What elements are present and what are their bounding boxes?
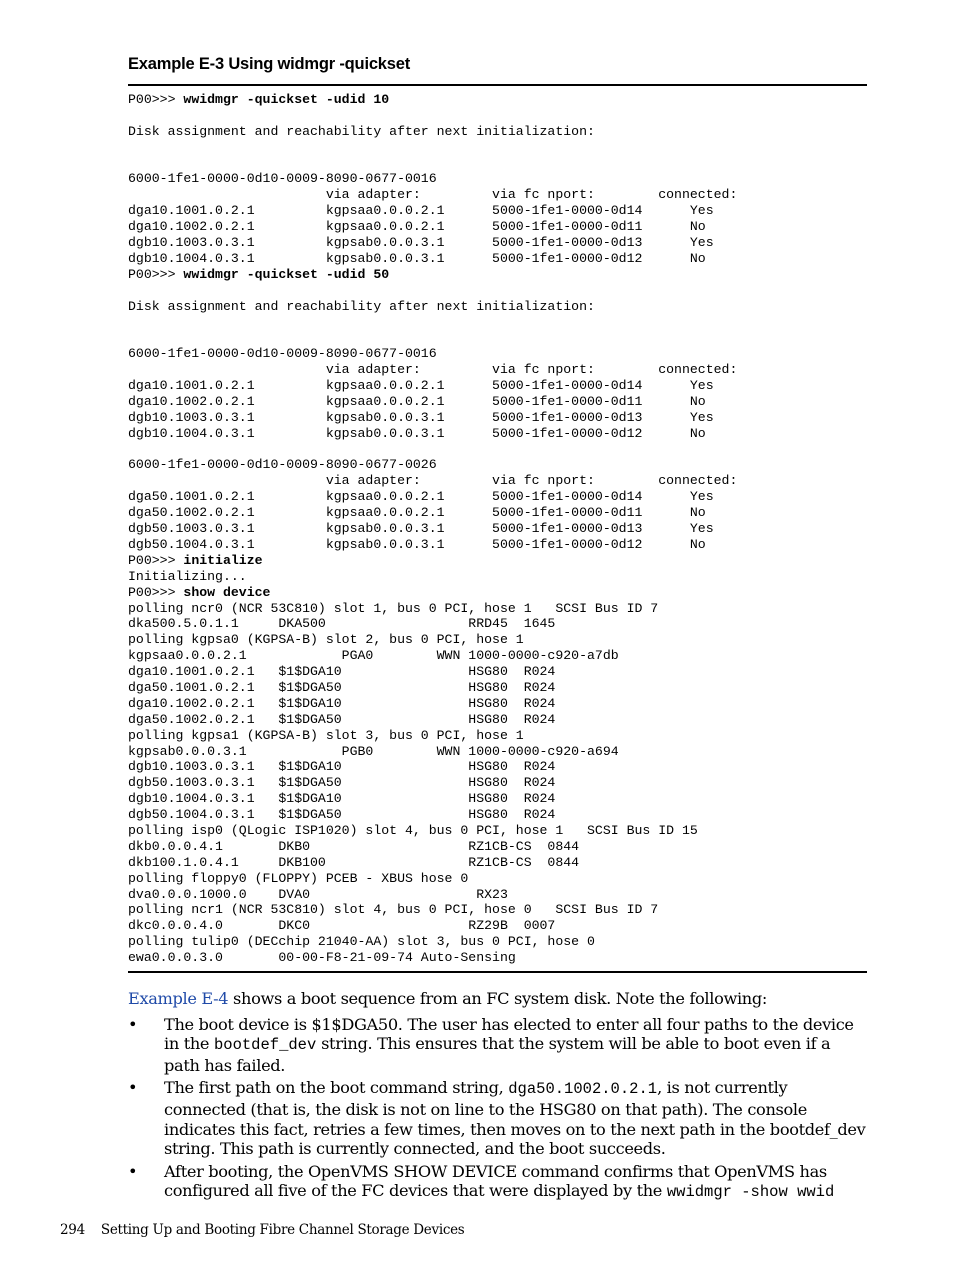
- code-line: dva0.0.0.1000.0 DVA0 RX23: [128, 886, 508, 902]
- code-line: via adapter: via fc nport: connected:: [128, 187, 738, 203]
- code-line: polling isp0 (QLogic ISP1020) slot 4, bus 0 PCI, hose 1 SCSI Bus ID 15: [128, 822, 698, 838]
- code-line: dgb50.1003.0.3.1 $1$DGA50 HSG80 R024: [128, 775, 556, 791]
- example-title: Example E-3 Using widmgr -quickset: [128, 55, 411, 73]
- code-listing: [128, 92, 737, 966]
- note-text: The first path on the boot command string,: [164, 1078, 509, 1098]
- chapter-title: Setting Up and Booting Fibre Channel Storage Devices: [100, 1222, 465, 1238]
- note-item: [128, 1015, 868, 1076]
- intro-text: shows a boot sequence from an FC system disk. Note the following:: [228, 989, 768, 1008]
- code-line: Initializing...: [128, 568, 247, 584]
- code-line: dga50.1002.0.2.1 kgpsaa0.0.0.2.1 5000-1fe1-0000-0d11 No: [128, 505, 706, 521]
- inline-code: dga50.1002.0.2.1: [508, 1080, 658, 1099]
- code-line: dga10.1002.0.2.1 kgpsaa0.0.0.2.1 5000-1fe1-0000-0d11 No: [128, 219, 706, 235]
- code-line: [128, 108, 737, 124]
- code-line: dgb10.1004.0.3.1 $1$DGA10 HSG80 R024: [128, 791, 556, 807]
- code-line: [128, 92, 737, 108]
- example-e4-link[interactable]: Example E-4: [128, 989, 229, 1008]
- code-line: dgb50.1004.0.3.1 kgpsab0.0.0.3.1 5000-1fe1-0000-0d12 No: [128, 536, 706, 552]
- bullet-icon: •: [128, 1161, 138, 1181]
- intro-paragraph: [128, 989, 868, 1009]
- console-command: initialize: [183, 552, 263, 568]
- note-text: After booting, the OpenVMS SHOW DEVICE command confirms that OpenVMS has configured all five of the FC devices that were displayed by the: [164, 1161, 827, 1201]
- page-number: 294: [60, 1222, 85, 1238]
- code-line: [128, 585, 737, 601]
- code-line: dga50.1002.0.2.1 $1$DGA50 HSG80 R024: [128, 711, 556, 727]
- note-text: The boot device is $1$DGA50. The user has elected to enter all four paths to the device in the: [164, 1014, 854, 1054]
- code-line: kgpsab0.0.0.3.1 PGB0 WWN 1000-0000-c920-a694: [128, 743, 619, 759]
- notes-list: [128, 1015, 868, 1203]
- code-line: dgb10.1003.0.3.1 $1$DGA10 HSG80 R024: [128, 759, 556, 775]
- code-line: polling kgpsa1 (KGPSA-B) slot 3, bus 0 PCI, hose 1: [128, 727, 524, 743]
- code-line: polling ncr1 (NCR 53C810) slot 4, bus 0 PCI, hose 0 SCSI Bus ID 7: [128, 902, 659, 918]
- code-line: dga10.1001.0.2.1 kgpsaa0.0.0.2.1 5000-1fe1-0000-0d14 Yes: [128, 203, 714, 219]
- code-line: dga50.1001.0.2.1 kgpsaa0.0.0.2.1 5000-1fe1-0000-0d14 Yes: [128, 489, 714, 505]
- inline-code: bootdef_dev: [213, 1036, 317, 1055]
- code-line: via adapter: via fc nport: connected:: [128, 473, 738, 489]
- code-line: 6000-1fe1-0000-0d10-0009-8090-0677-0016: [128, 171, 437, 187]
- code-line: dkb100.1.0.4.1 DKB100 RZ1CB-CS 0844: [128, 854, 580, 870]
- code-line: [128, 267, 737, 283]
- code-line: [128, 156, 737, 172]
- code-line: [128, 140, 737, 156]
- code-line: dga10.1001.0.2.1 kgpsaa0.0.0.2.1 5000-1fe1-0000-0d14 Yes: [128, 378, 714, 394]
- code-line: polling tulip0 (DECchip 21040-AA) slot 3, bus 0 PCI, hose 0: [128, 934, 595, 950]
- console-prompt: P00>>>: [128, 552, 184, 568]
- code-line: dkb0.0.0.4.1 DKB0 RZ1CB-CS 0844: [128, 838, 580, 854]
- console-prompt: P00>>>: [128, 584, 184, 600]
- console-prompt: P00>>>: [128, 92, 184, 107]
- code-line: [128, 442, 737, 458]
- code-line: 6000-1fe1-0000-0d10-0009-8090-0677-0026: [128, 457, 437, 473]
- console-prompt: P00>>>: [128, 266, 184, 282]
- code-line: dga10.1002.0.2.1 kgpsaa0.0.0.2.1 5000-1fe1-0000-0d11 No: [128, 393, 706, 409]
- example-bottom-rule: [128, 971, 867, 973]
- note-item: [128, 1078, 868, 1158]
- console-command: show device: [183, 584, 271, 600]
- console-command: wwidmgr -quickset -udid 50: [183, 266, 390, 282]
- code-line: polling kgpsa0 (KGPSA-B) slot 2, bus 0 PCI, hose 1: [128, 632, 524, 648]
- code-line: Disk assignment and reachability after next initialization:: [128, 123, 595, 139]
- code-line: dgb10.1003.0.3.1 kgpsab0.0.0.3.1 5000-1fe1-0000-0d13 Yes: [128, 235, 714, 251]
- code-line: dgb50.1004.0.3.1 $1$DGA50 HSG80 R024: [128, 807, 556, 823]
- code-line: dgb10.1003.0.3.1 kgpsab0.0.0.3.1 5000-1fe1-0000-0d13 Yes: [128, 409, 714, 425]
- note-text: , is not currently connected (that is, the disk is not on line to the HSG80 on that path). The console indicates this fact, retries a few times, then moves on to the next path in the bootdef_dev string. This path is currently connected, and the boot succeeds.: [164, 1078, 866, 1159]
- inline-code: wwidmgr -show wwid: [666, 1183, 835, 1202]
- code-line: ewa0.0.0.3.0 00-00-F8-21-09-74 Auto-Sensing: [128, 950, 516, 966]
- note-item: [128, 1162, 868, 1203]
- code-line: dgb10.1004.0.3.1 kgpsab0.0.0.3.1 5000-1fe1-0000-0d12 No: [128, 250, 706, 266]
- code-line: [128, 330, 737, 346]
- code-line: dga50.1001.0.2.1 $1$DGA50 HSG80 R024: [128, 679, 556, 695]
- code-line: [128, 314, 737, 330]
- code-line: via adapter: via fc nport: connected:: [128, 362, 738, 378]
- note-text: string. This ensures that the system will be able to boot even if a path has failed.: [164, 1034, 831, 1075]
- body-text: [128, 989, 868, 1206]
- code-line: dka500.5.0.1.1 DKA500 RRD45 1645: [128, 616, 556, 632]
- example-top-rule: [128, 84, 867, 86]
- code-line: dgb10.1004.0.3.1 kgpsab0.0.0.3.1 5000-1fe1-0000-0d12 No: [128, 425, 706, 441]
- page-footer: [60, 1222, 464, 1238]
- code-line: kgpsaa0.0.0.2.1 PGA0 WWN 1000-0000-c920-a7db: [128, 648, 619, 664]
- code-line: dga10.1001.0.2.1 $1$DGA10 HSG80 R024: [128, 664, 556, 680]
- bullet-icon: •: [128, 1078, 138, 1098]
- code-line: dgb50.1003.0.3.1 kgpsab0.0.0.3.1 5000-1fe1-0000-0d13 Yes: [128, 521, 714, 537]
- code-line: polling ncr0 (NCR 53C810) slot 1, bus 0 PCI, hose 1 SCSI Bus ID 7: [128, 600, 659, 616]
- console-command: wwidmgr -quickset -udid 10: [183, 92, 390, 107]
- code-line: Disk assignment and reachability after next initialization:: [128, 298, 595, 314]
- code-line: dga10.1002.0.2.1 $1$DGA10 HSG80 R024: [128, 695, 556, 711]
- code-line: polling floppy0 (FLOPPY) PCEB - XBUS hose 0: [128, 870, 469, 886]
- code-line: dkc0.0.0.4.0 DKC0 RZ29B 0007: [128, 918, 556, 934]
- code-line: 6000-1fe1-0000-0d10-0009-8090-0677-0016: [128, 346, 437, 362]
- code-line: [128, 283, 737, 299]
- code-line: [128, 553, 737, 569]
- bullet-icon: •: [128, 1014, 138, 1034]
